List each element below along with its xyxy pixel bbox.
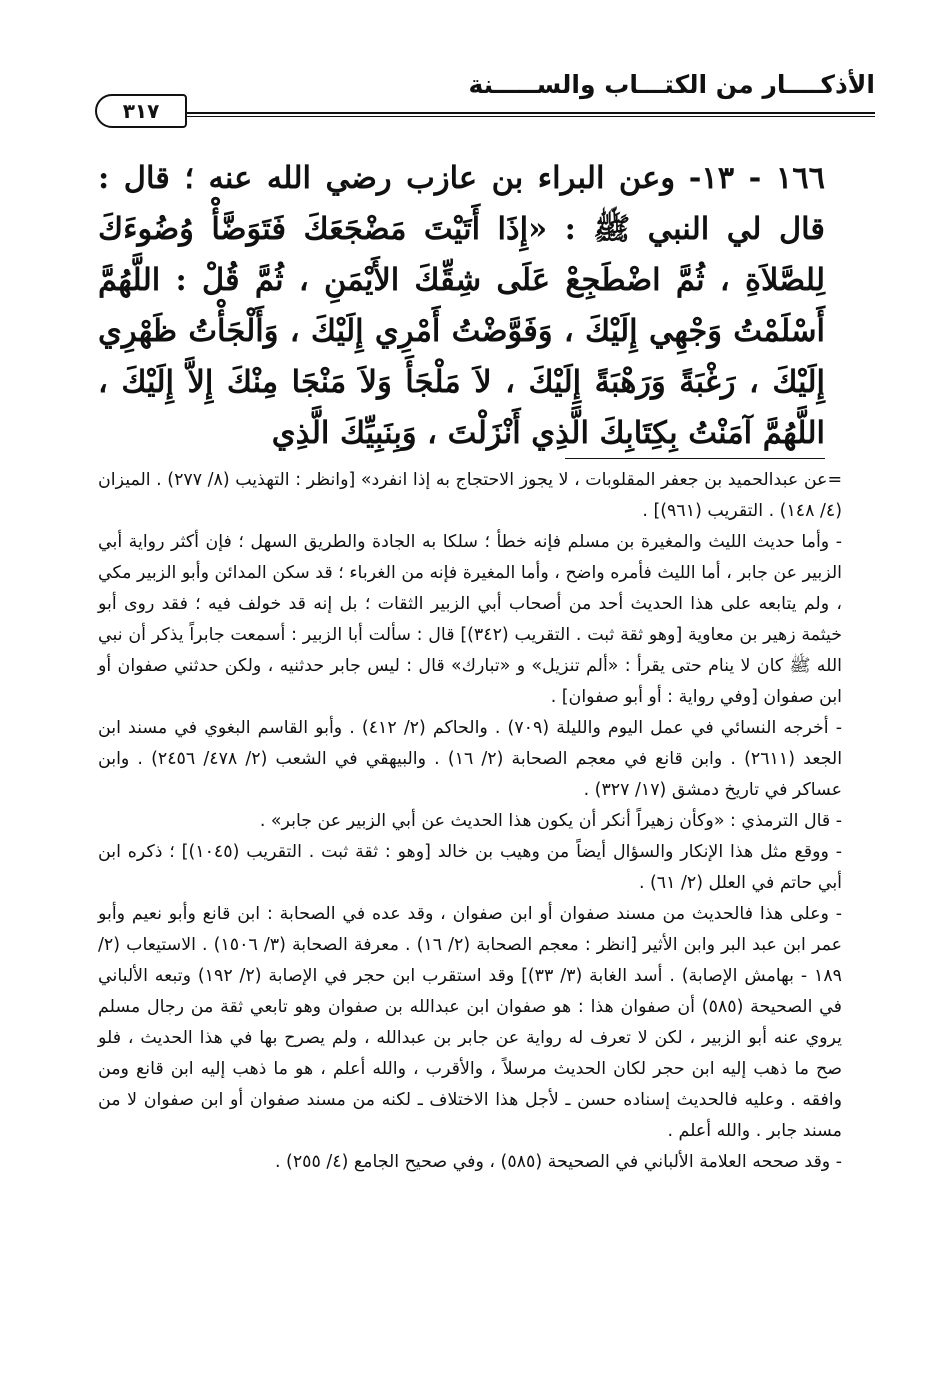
hadith-text: وعن البراء بن عازب رضي الله عنه ؛ قال : قال لي النبي ﷺ : «إِذَا أَتَيْتَ مَضْجَعَكَ فَتَوَضَّأْ وُضُوءَكَ لِلصَّلاَةِ ، ثُمَّ اضْطَجِعْ عَلَى شِقِّكَ الأَيْمَنِ ، ثُمَّ قُلْ : اللَّهُمَّ أَسْلَمْتُ وَجْهِي إِلَيْكَ ، وَفَوَّضْتُ أَمْرِي إِلَيْكَ ، وَأَلْجَأْتُ ظَهْرِي إِلَيْكَ ، رَغْبَةً وَرَهْبَةً إِلَيْكَ ، لاَ مَلْجَأَ وَلاَ مَنْجَا مِنْكَ إِلاَّ إِلَيْكَ ، اللَّهُمَّ آمَنْتُ بِكِتَابِكَ الَّذِي أَنْزَلْتَ ، وَبِنَبِيِّكَ الَّذِي	[98, 160, 825, 451]
footnote-paragraph: - ووقع مثل هذا الإنكار والسؤال أيضاً من وهيب بن خالد [وهو : ثقة ثبت . التقريب (١٠٤٥)] ؛ ذكره ابن أبي حاتم في العلل (٢/ ٦١) .	[98, 842, 842, 893]
running-title: الأذكــــار من الكتـــاب والســـــنة	[468, 70, 875, 99]
footnote-paragraph: - وقد صححه العلامة الألباني في الصحيحة (٥٨٥) ، وفي صحيح الجامع (٤/ ٢٥٥) .	[274, 1152, 842, 1172]
hadith-number: ١٦٦ - ١٣-	[688, 160, 825, 196]
footnote-paragraph: - قال الترمذي : «وكأن زهيراً أنكر أن يكون هذا الحديث عن أبي الزبير عن جابر» .	[259, 811, 842, 831]
footnote-paragraph: - وعلى هذا فالحديث من مسند صفوان أو ابن صفوان ، وقد عده في الصحابة : ابن قانع وأبو نعيم وأبو عمر ابن عبد البر وابن الأثير [انظر : معجم الصحابة (٢/ ١٦) . معرفة الصحابة (٣/ ١٥٠٦) . الاستيعاب (٢/ ١٨٩ - بهامش الإصابة) . أسد الغابة (٣/ ٣٣)] وقد استقرب ابن حجر في الإصابة (٢/ ١٩٢) وتبعه الألباني في الصحيحة (٥٨٥) أن صفوان هذا : هو صفوان ابن عبدالله بن صفوان وهو تابعي ثقة من رجال مسلم يروي عنه أبو الزبير ، لكن لا تعرف له رواية عن جابر بن عبدالله ، ولم يصرح بها في هذا الحديث ، فلو صح ما ذهب إليه ابن حجر لكان الحديث مرسلاً ، والأقرب ، والله أعلم ، هو ما ذهب إليه ابن قانع ومن وافقه . وعليه فالحديث إسناده حسن ـ لأجل هذا الاختلاف ـ لكنه من مسند صفوان أو ابن صفوان لا من مسند جابر . والله أعلم .	[98, 904, 843, 1141]
footnote-paragraph: =عن عبدالحميد بن جعفر المقلوبات ، لا يجوز الاحتجاج به إذا انفرد» [وانظر : التهذيب (٨/ ٢٧٧) . الميزان (٤/ ١٤٨) . التقريب (٩٦١)] .	[98, 470, 843, 521]
page-number: ٣١٧	[95, 94, 187, 128]
footnote-paragraph: - وأما حديث الليث والمغيرة بن مسلم فإنه خطأ ؛ سلكا به الجادة والطريق السهل ؛ فإن أكثر رواية أبي الزبير عن جابر ، أما الليث فأمره واضح ، وأما المغيرة فإنه من الغرباء ؛ قد سكن المدائن وأبو الزبير مكي ، ولم يتابعه على هذا الحديث أحد من أصحاب أبي الزبير الثقات ؛ بل إنه قد خولف فيه ؛ فقد روى أبو خيثمة زهير بن معاوية [وهو ثقة ثبت . التقريب (٣٤٢)] قال : سألت أبا الزبير : أسمعت جابراً يذكر أن نبي الله ﷺ كان لا ينام حتى يقرأ : «ألم تنزيل» و «تبارك» قال : ليس جابر حدثنيه ، ولكن حدثني صفوان أو ابن صفوان [وفي رواية : أو أبو صفوان] .	[98, 532, 842, 707]
header-rule-thin	[185, 116, 875, 117]
hadith-paragraph	[98, 153, 825, 459]
footnote-separator	[565, 458, 825, 459]
page-header	[95, 50, 875, 130]
header-rule	[185, 112, 875, 114]
footnotes	[98, 465, 842, 1178]
footnote-paragraph: - أخرجه النسائي في عمل اليوم والليلة (٧٠٩) . والحاكم (٢/ ٤١٢) . وأبو القاسم البغوي في مسند ابن الجعد (٢٦١١) . وابن قانع في معجم الصحابة (٢/ ١٦) . والبيهقي في الشعب (٢/ ٤٧٨/ ٢٤٥٦) . وابن عساكر في تاريخ دمشق (١٧/ ٣٢٧) .	[98, 718, 843, 800]
